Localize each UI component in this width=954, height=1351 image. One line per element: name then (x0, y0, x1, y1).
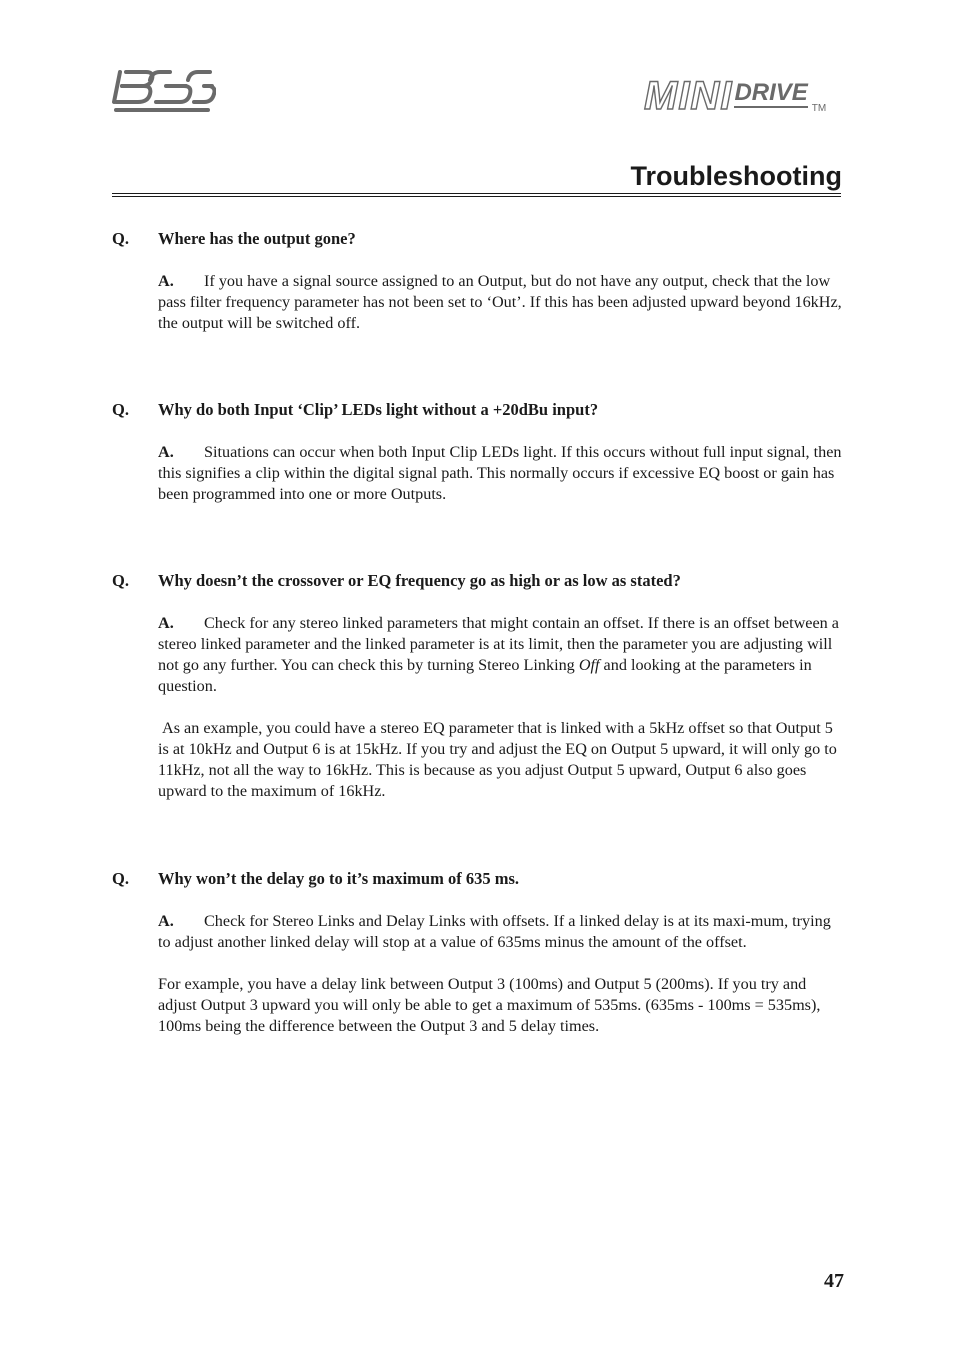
faq-answer (158, 613, 842, 802)
question-label: Q. (112, 229, 129, 248)
answer-text: Check for any stereo linked parameters that might contain an offset. If there is an offset between a stereo linked parameter and the linked parameter is at its limit, then the parameter you are adjusting will not go any further. You can check this by turning Stereo Linking (158, 614, 839, 674)
brand-mini-text: MINI (644, 74, 733, 118)
question-text: Where has the output gone? (158, 229, 356, 248)
faq-question (112, 399, 598, 420)
faq-answer (158, 911, 842, 1037)
question-text: Why do both Input ‘Clip’ LEDs light without a +20dBu input? (158, 400, 599, 419)
title-rule-bottom (112, 196, 841, 197)
answer-label: A. (158, 272, 174, 290)
faq-question (112, 868, 519, 889)
answer-label: A. (158, 614, 174, 632)
page-number: 47 (824, 1270, 844, 1292)
faq-question (112, 570, 681, 591)
bss-logo (112, 66, 216, 121)
answer-example: As an example, you could have a stereo EQ parameter that is linked with a 5kHz offset so that Output 5 is at 10kHz and Output 6 is at 15kHz. If you try and adjust the EQ on Output 5 upward, it will only go to 11kHz, not all the way to 16kHz. This is because as you adjust Output 5 upward, Output 6 also goes upward to the maximum of 16kHz. (158, 719, 837, 800)
faq-answer (158, 271, 842, 334)
title-rule-top (112, 193, 841, 194)
answer-text: If you have a signal source assigned to an Output, but do not have any output, check that the low pass filter frequency parameter has not been set to ‘Out’. If this has been adjusted upward beyond 16kHz, the output will be switched off. (158, 272, 842, 332)
question-label: Q. (112, 400, 129, 419)
minidrive-logo (644, 76, 826, 116)
faq-answer (158, 442, 842, 505)
question-text: Why doesn’t the crossover or EQ frequency go as high or as low as stated? (158, 571, 681, 590)
question-label: Q. (112, 571, 129, 590)
trademark-mark: TM (811, 103, 827, 114)
answer-emphasis: Off (578, 656, 600, 674)
answer-text: Situations can occur when both Input Clip LEDs light. If this occurs without full input signal, then this signifies a clip within the digital signal path. This normally occurs if excessive EQ boost or gain has been programmed into one or more Outputs. (158, 443, 842, 503)
answer-text-continued: and looking at the parameters in question. (158, 656, 812, 695)
answer-text: Check for Stereo Links and Delay Links with offsets. If a linked delay is at its maxi-mum, trying to adjust another linked delay will stop at a value of 635ms minus the amount of the offset. (158, 912, 831, 951)
faq-question (112, 228, 356, 249)
answer-label: A. (158, 912, 174, 930)
question-text: Why won’t the delay go to it’s maximum of 635 ms. (158, 869, 519, 888)
question-label: Q. (112, 869, 129, 888)
page-title: Troubleshooting (630, 161, 842, 191)
brand-drive-text: DRIVE (734, 79, 808, 106)
answer-example: For example, you have a delay link between Output 3 (100ms) and Output 5 (200ms). If you try and adjust Output 3 upward you will only be able to get a maximum of 535ms. (635ms - 100ms = 535ms), 100ms being the difference between the Output 3 and 5 delay times. (158, 975, 821, 1035)
answer-label: A. (158, 443, 174, 461)
